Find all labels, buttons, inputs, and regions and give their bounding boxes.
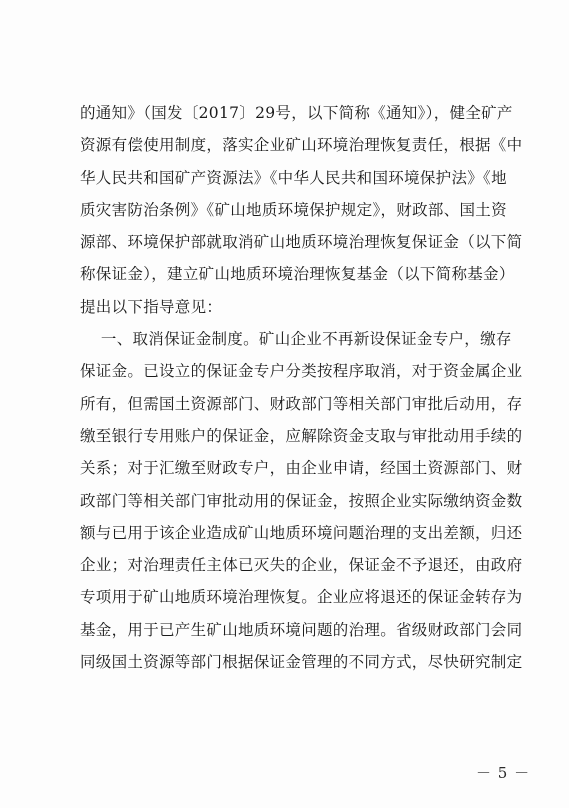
text-line-7: 提出以下指导意见：	[80, 297, 223, 316]
text-line-4: 质灾害防治条例》《矿山地质环境保护规定》，财政部、国土资	[80, 200, 507, 219]
text-line-12: 关系；对于汇缴至财政专户，由企业申请，经国土资源部门、财	[80, 459, 523, 478]
body-text	[80, 97, 523, 678]
text-line-9: 保证金。已设立的保证金专户分类按程序取消，对于资金属企业	[80, 362, 523, 381]
text-line-15: 企业；对治理责任主体已灭失的企业，保证金不予退还，由政府	[80, 556, 523, 575]
text-line-2: 资源有偿使用制度，落实企业矿山环境治理恢复责任，根据《中	[80, 136, 523, 155]
text-line-11: 缴至银行专用账户的保证金，应解除资金支取与审批动用手续的	[80, 426, 523, 445]
text-line-5: 源部、环境保护部就取消矿山地质环境治理恢复保证金（以下简	[80, 233, 523, 252]
text-line-17: 基金，用于已产生矿山地质环境问题的治理。省级财政部门会同	[80, 620, 523, 639]
text-line-10: 所有，但需国土资源部门、财政部门等相关部门审批后动用，存	[80, 394, 523, 413]
text-line-3: 华人民共和国矿产资源法》《中华人民共和国环境保护法》《地	[80, 168, 507, 187]
page-number: － 5 －	[476, 764, 531, 782]
text-line-1: 的通知》（国发〔2017〕29号，以下简称《通知》），健全矿产	[80, 104, 513, 122]
text-line-13: 政部门等相关部门审批动用的保证金，按照企业实际缴纳资金数	[80, 491, 523, 510]
text-line-14: 额与已用于该企业造成矿山地质环境问题治理的支出差额，归还	[80, 523, 523, 542]
text-line-18: 同级国土资源等部门根据保证金管理的不同方式，尽快研究制定	[80, 653, 523, 672]
text-line-8: 一、取消保证金制度。矿山企业不再新设保证金专户，缴存	[80, 330, 512, 349]
text-line-16: 专项用于矿山地质环境治理恢复。企业应将退还的保证金转存为	[80, 588, 523, 607]
text-line-6: 称保证金），建立矿山地质环境治理恢复基金（以下简称基金）	[80, 265, 515, 284]
